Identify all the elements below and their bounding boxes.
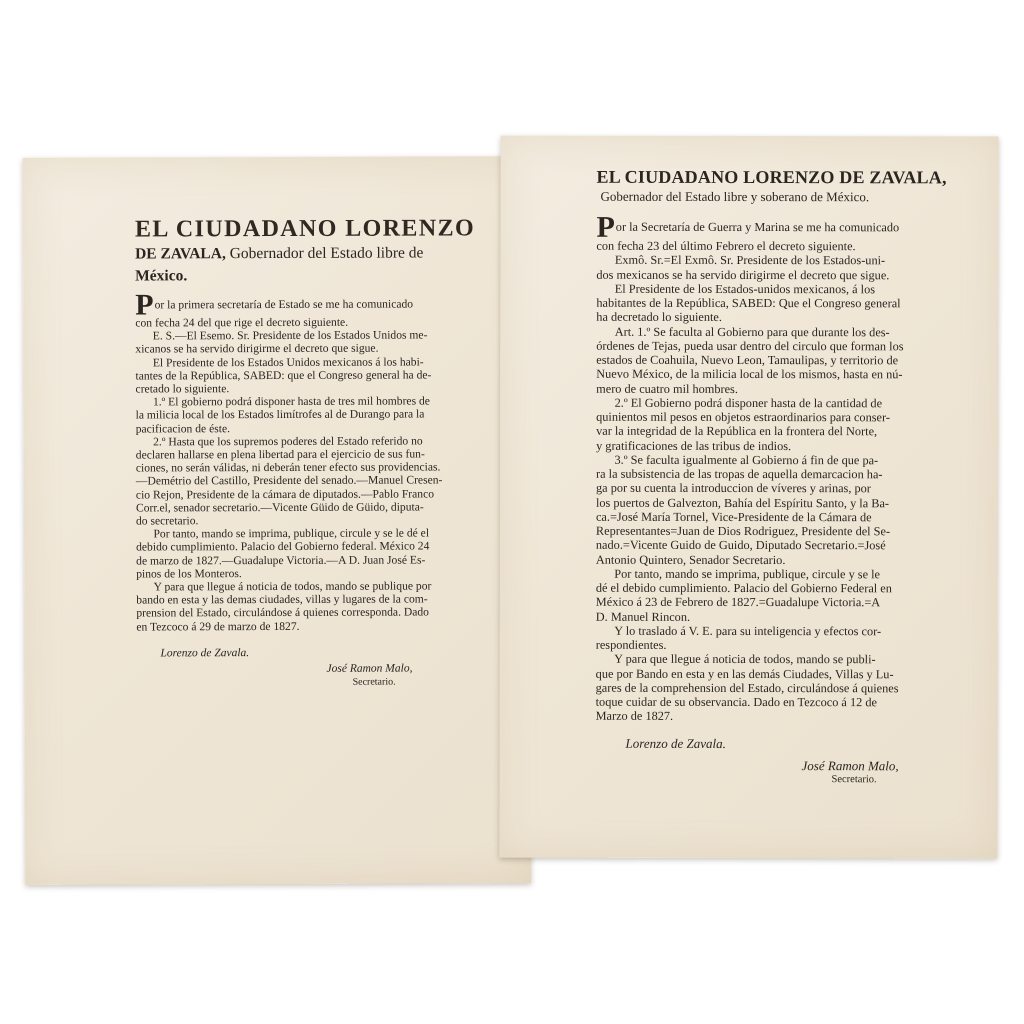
text-line: Antonio Quintero, Senador Secretario. xyxy=(595,552,786,567)
text-line: de marzo de 1827.—Guadalupe Victoria.—A D. Juan José Es- xyxy=(136,553,426,568)
left-document-sheet xyxy=(23,156,532,885)
secretary-signature: José Ramon Malo, xyxy=(801,757,899,773)
text-line: 2.º El Gobierno podrá disponer hasta de la cantidad de xyxy=(614,395,883,410)
text-line: quinientos mil pesos en objetos estraordinarios para conser- xyxy=(596,409,890,425)
text-line: y gratificaciones de las tribus de indios. xyxy=(596,438,792,453)
text-line: prension del Estado, circulándose á quienes corresponda. Dado xyxy=(136,605,430,620)
governor-signature: Lorenzo de Zavala. xyxy=(160,646,250,660)
text-line: 1.º El gobierno podrá disponer hasta de tres mil hombres de xyxy=(152,394,430,409)
text-line: que por Bando en esta y en las demás Ciudades, Villas y Lu- xyxy=(595,666,894,681)
right-document-sheet xyxy=(499,136,998,859)
text-line: ha decretado lo siguiente. xyxy=(596,309,722,325)
text-line: cio Rejon, Presidente de la cámara de diputados.—Pablo Franco xyxy=(135,487,435,502)
text-line: El Presidente de los Estados Unidos mexicanos á los habi- xyxy=(152,355,424,370)
text-line: en Tezcoco á 29 de marzo de 1827. xyxy=(136,619,300,634)
left-subtitle-bold: DE ZAVALA, xyxy=(135,245,226,263)
text-line: Y para que llegue á noticia de todos, mando se publique por xyxy=(153,579,432,594)
text-line: Y para que llegue á noticia de todos, mando se publi- xyxy=(614,652,876,667)
text-line: dé el debido cumplimiento. Palacio del Gobierno Federal en xyxy=(595,580,892,596)
text-line: declaren hallarse en plena libertad para el ejercicio de sus fun- xyxy=(135,447,425,462)
left-subtitle-rest: Gobernador del Estado libre de xyxy=(229,244,424,263)
text-line: gares de la comprehension del Estado, circulándose á quienes xyxy=(595,680,899,696)
text-line: con fecha 24 del que rige el decreto siguiente. xyxy=(135,315,349,330)
text-line: dos mexicanos se ha servido dirigirme el decreto que sigue. xyxy=(596,267,890,282)
text-line: respondientes. xyxy=(595,637,667,652)
text-line: Y lo traslado á V. E. para su inteligencia y efectos cor- xyxy=(614,623,882,638)
text-line: Art. 1.º Se faculta al Gobierno para que durante los des- xyxy=(614,324,890,339)
left-title: EL CIUDADANO LORENZO xyxy=(134,215,476,243)
text-line: ca.=José María Tornel, Vice-Presidente de la Cámara de xyxy=(595,509,872,524)
text-line: Marzo de 1827. xyxy=(595,708,674,724)
text-line: Por tanto, mando se imprima, publique, circule y se le dé el xyxy=(153,526,430,541)
text-line: nado.=Vicente Guido de Guido, Diputado Secretario.=José xyxy=(595,537,886,553)
text-line: do secretario. xyxy=(135,514,199,528)
text-line: El Presidente de los Estados-unidos mexicanos, á los xyxy=(614,281,876,296)
text-line: —Demétrio del Castillo, Presidente del senado.—Manuel Cresen- xyxy=(135,473,443,488)
text-line: habitantes de la República, SABED: Que el Congreso general xyxy=(596,295,901,311)
text-line: estados de Coahuila, Nuevo Leon, Tamaulipas, y territorio de xyxy=(596,352,899,368)
text-line: var la integridad de la República en la frontera del Norte, xyxy=(596,423,878,439)
text-line: Exmô. Sr.=El Exmô. Sr. Presidente de los Estados-uni- xyxy=(614,253,886,268)
secretary-title: Secretario. xyxy=(831,773,877,785)
secretary-signature: José Ramon Malo, xyxy=(326,662,413,675)
text-line: pinos de los Monteros. xyxy=(136,566,242,581)
text-line: Representantes=Juan de Dios Rodriguez, Presidente del Se- xyxy=(595,523,891,539)
text-line: tantes de la República, SABED: que el Congreso general ha de- xyxy=(135,368,432,383)
left-subtitle-line2: México. xyxy=(135,267,188,285)
left-subtitle xyxy=(135,242,499,264)
signature-block xyxy=(596,735,972,785)
text-line xyxy=(135,288,499,322)
text-line: debido cumplimiento. Palacio del Gobierno federal. México 24 xyxy=(136,539,430,554)
text-line: bando en esta y las demas ciudades, villas y lugares de la com- xyxy=(136,592,428,607)
text-line-content: or la primera secretaría de Estado se me ha comunicado xyxy=(154,297,414,312)
text-line: la milicia local de los Estados limítrofes al de Durango para la xyxy=(135,407,425,422)
text-line: órdenes de Tejas, pueda usar dentro del circulo que forman los xyxy=(596,338,904,354)
text-line: México á 23 de Febrero de 1827.=Guadalupe Victoria.=A xyxy=(595,594,881,610)
right-title: EL CIUDADANO LORENZO DE ZAVALA, xyxy=(596,166,947,188)
text-line: ra la subsistencia de las tropas de aquella demarcacion ha- xyxy=(596,466,883,482)
text-line: D. Manuel Rincon. xyxy=(595,609,691,624)
right-body-text xyxy=(595,210,973,785)
right-header xyxy=(597,166,973,206)
text-line: con fecha 23 del último Febrero el decreto siguiente. xyxy=(596,238,856,254)
text-line: Corr.el, senador secretario.—Vicente Güido de Güido, diputa- xyxy=(135,500,424,515)
text-line: 3.º Se faculta igualmente al Gobierno á fin de que pa- xyxy=(614,452,879,467)
secretary-title: Secretario. xyxy=(352,676,396,688)
drop-cap: P xyxy=(135,288,154,322)
text-line: ga por su cuenta la introduccion de víveres y arinas, por xyxy=(596,480,871,496)
text-line: Por tanto, mando se imprima, publique, circule y se le xyxy=(614,566,881,581)
text-line: cretado lo siguiente. xyxy=(135,382,230,396)
right-subtitle: Gobernador del Estado libre y soberano de México. xyxy=(600,188,870,205)
text-line: pacificacion de éste. xyxy=(135,421,231,436)
text-line-content: or la Secretaría de Guerra y Marina se me ha comunicado xyxy=(615,219,900,235)
governor-signature: Lorenzo de Zavala. xyxy=(625,735,726,751)
text-line: Nuevo México, de la milicia local de los mismos, hasta en nú- xyxy=(596,366,903,382)
text-line: toque cuidar de su observancia. Dado en Tezcoco á 12 de xyxy=(595,694,877,710)
signature-block xyxy=(136,646,500,687)
text-line: E. S.—El Esemo. Sr. Presidente de los Estados Unidos me- xyxy=(152,328,428,343)
left-body-text xyxy=(135,288,500,688)
drop-cap: P xyxy=(596,210,615,244)
left-header xyxy=(135,214,499,286)
text-line: los puertos de Galvezton, Bahía del Espíritu Santo, y la Ba- xyxy=(595,495,890,510)
text-line: mero de cuatro mil hombres. xyxy=(596,381,738,396)
text-line: xicanos se ha servido dirigirme el decreto que sigue. xyxy=(135,342,379,356)
text-line: 2.º Hasta que los supremos poderes del Estado referido no xyxy=(153,434,423,449)
text-line: ciones, no serán válidas, ni deberán tener efecto sus providencias. xyxy=(135,460,441,475)
text-line xyxy=(596,210,972,244)
